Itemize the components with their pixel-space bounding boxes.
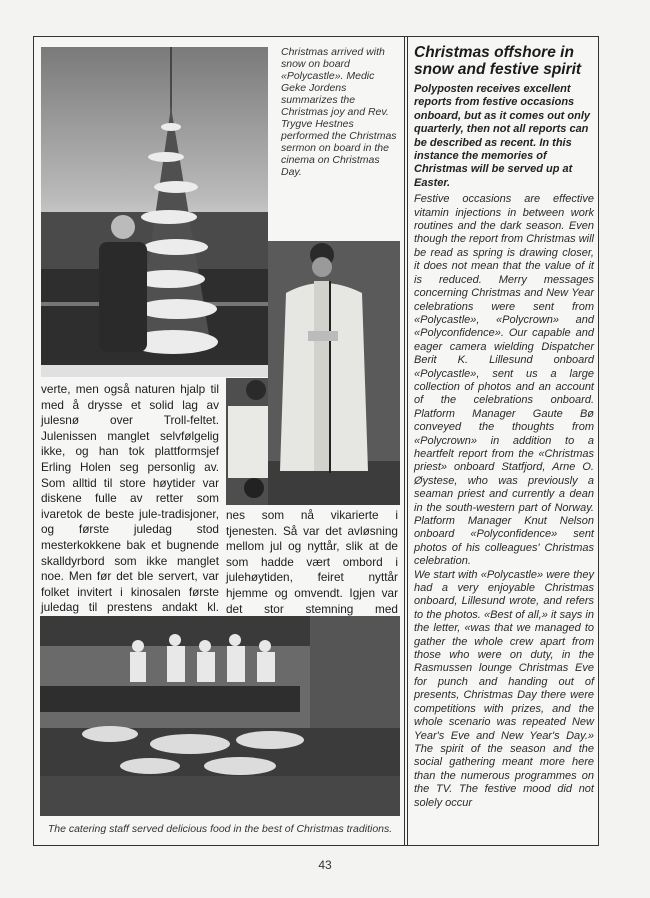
column-rule — [404, 36, 405, 846]
norwegian-text-col1: verte, men også naturen hjalp til med å drysse et solid lag av julesnø over Troll-feltet. Julenissen manglet selvfølgelig ikke, og han tok plattformsjef Erling Holen seg personlig av. Som alltid til store høytider var diskene fulle av retter som ivaretok de beste jule-tradisjoner, og første juledag stod mesterkokkene bak et bugnende skalldyrbord som ikke manglet noe. Men før det ble servert, var folket invitert i kinosalen første juledag til prestens andakt kl. — [41, 382, 219, 615]
article-column — [414, 44, 594, 810]
photo-altar — [226, 378, 268, 505]
photo-caption-1: Christmas arrived with snow on board «Polycastle». Medic Geke Jordens summarizes the Christmas joy and Rev. Trygve Hestnes performed the Christmas sermon on board in the cinema on Christmas Day. — [281, 46, 397, 178]
article-paragraph-2: We start with «Polycastle» were they had a very enjoyable Christmas onboard, Lillesund wrote, and refers to the photos. «Best of all,» it says in the letter, «was that we managed to gather the whole crew apart from those who were on duty, in the Rasmussen lounge Christmas Eve for punch and handing out of presents, Christmas Day there were competitions with prizes, and the whole scenario was repeated New Year's Eve and New Year's Day.» The spirit of the season and the social gathering meant more here than the numerous programmes on the TV. The festive mood did not solely occur — [414, 568, 594, 809]
article-paragraph-1: Festive occasions are effective vitamin injections in between work routines and the dark season. Even though the report from Christmas will be read as spring is drawing closer, it does not mean that the value of it is reduced. Merry messages concerning Christmas and New Year celebrations were sent from «Polycastle», «Polycrown» and «Polyconfidence». Our capable and eager camera wielding Dispatcher Berit K. Lillesund onboard «Polycastle», sent us a large collection of photos and an account of the celebrations onboard. Platform Manager Gaute Bø conveyed the thoughts from «Polycrown» in addition to a heartfelt report from the «Christmas priest» onboard Statfjord, Arne O. Øystese, who was previously a seaman priest and currently a dean in the south-western part of Norway. Platform Manager Knut Nelson onboard «Polyconfidence» sent photos of his colleagues' Christmas celebration. — [414, 193, 594, 568]
photo-catering-staff — [40, 616, 400, 816]
page-number: 43 — [318, 858, 332, 872]
photo-priest — [268, 241, 400, 505]
column-rule — [407, 36, 408, 846]
article-lede: Polyposten receives excellent reports from festive occasions onboard, but as it comes out only quarterly, then not all reports can be described as recent. In this instance the memories of Christmas will be served up at Easter. — [414, 83, 591, 189]
norwegian-text-col2: nes som nå vikarierte i tjenesten. Så var det avløsning mellom jul og nyttår, slik at de som hadde vært ombord i julehøytiden, feiret nyttår hjemme og omvendt. Igjen var det stor stemning med — [226, 508, 398, 616]
article-headline: Christmas offshore in snow and festive spirit — [414, 44, 582, 78]
photo-christmas-tree — [41, 47, 268, 377]
photo-caption-3: The catering staff served delicious food in the best of Christmas traditions. — [47, 823, 393, 835]
